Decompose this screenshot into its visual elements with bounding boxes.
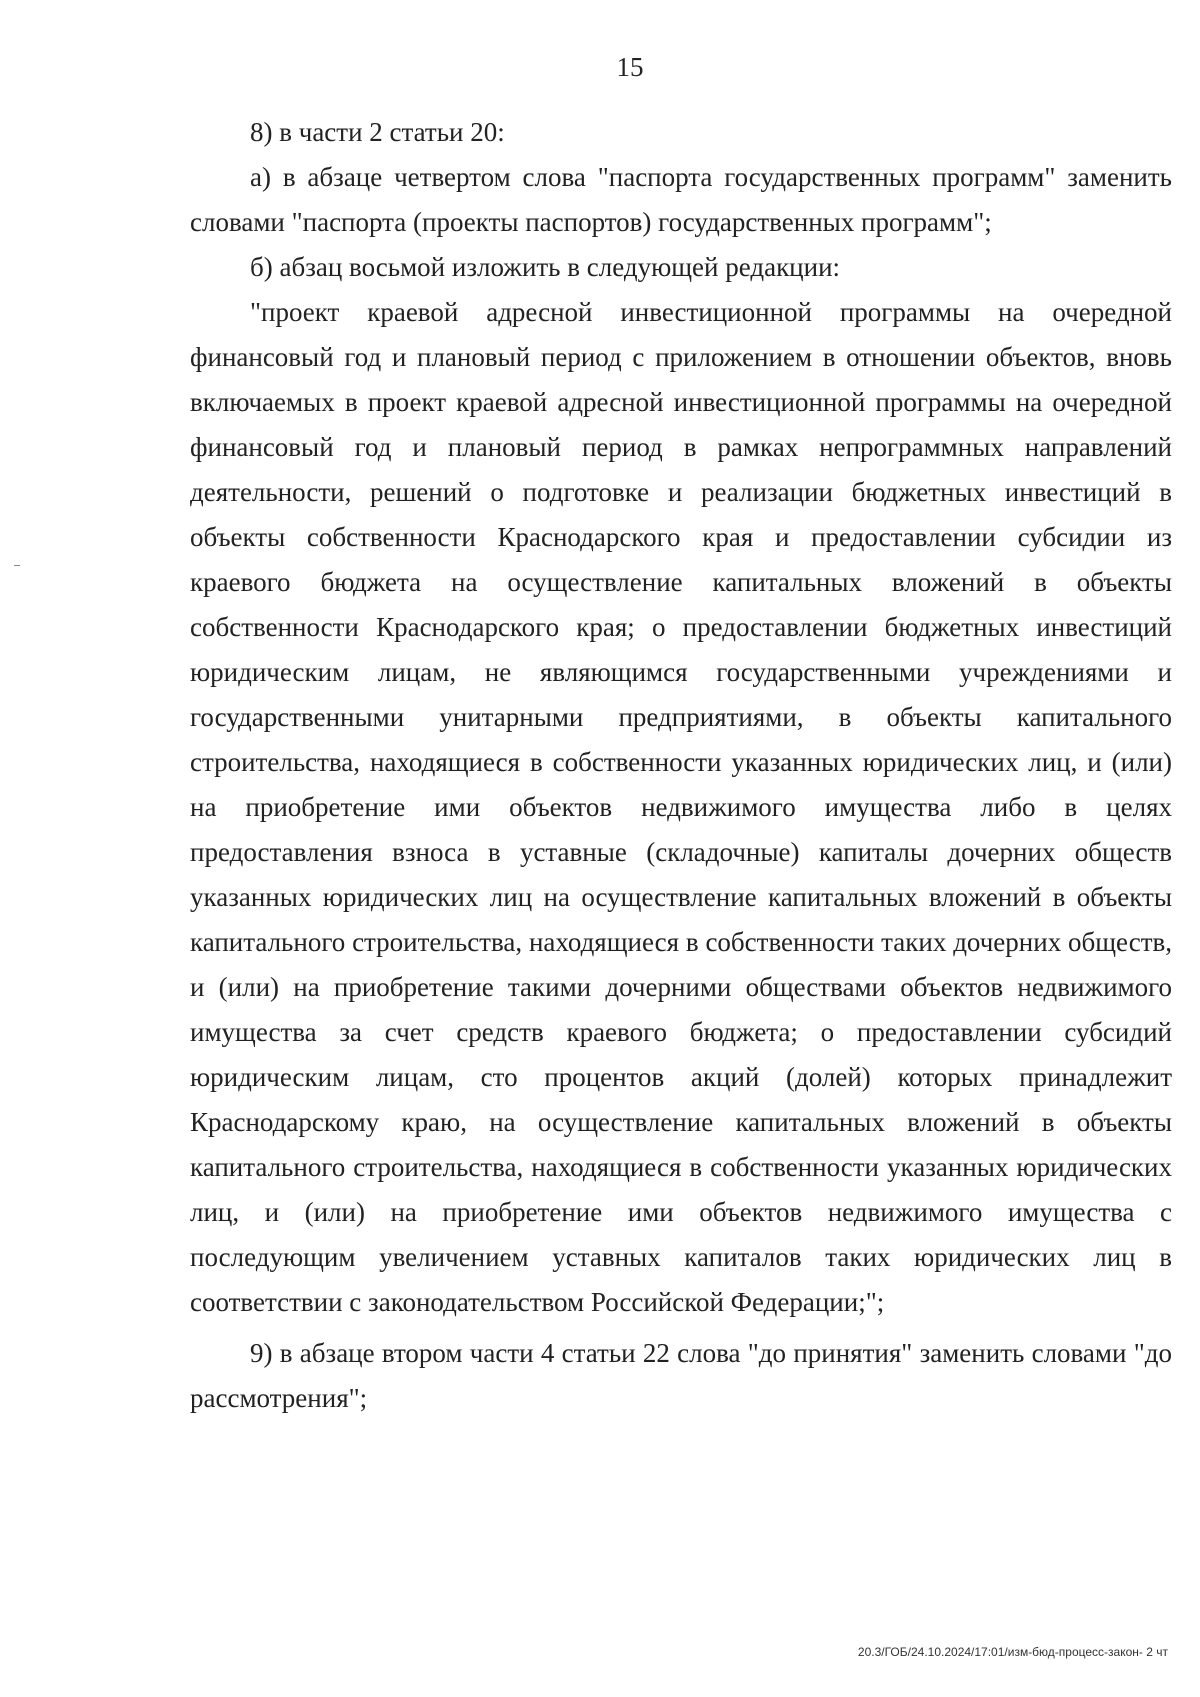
document-footer-code: 20.3/ГОБ/24.10.2024/17:01/изм-бюд-процесс-закон- 2 чт (857, 1645, 1168, 1659)
page-number: 15 (616, 52, 644, 82)
paragraph-item-8: 8) в части 2 статьи 20: (250, 117, 505, 147)
document-body (190, 110, 1172, 1421)
paragraph-subitem-a: а) в абзаце четвертом слова "паспорта государственных программ" заменить словами "паспорта (проекты паспортов) государственных программ"; (190, 162, 1172, 237)
margin-mark (14, 565, 20, 566)
paragraph-item-9: 9) в абзаце втором части 4 статьи 22 слова "до принятия" заменить словами "до рассмотрения"; (190, 1338, 1172, 1413)
paragraph-new-wording: "проект краевой адресной инвестиционной программы на очередной финансовый год и плановый период с приложением в отношении объектов, вновь включаемых в проект краевой адресной инвестиционной программы на очередной финансовый год и плановый период в рамках непрограммных направлений деятельности, решений о подготовке и реализации бюджетных инвестиций в объекты собственности Краснодарского края и предоставлении субсидии из краевого бюджета на осуществление капитальных вложений в объекты собственности Краснодарского края; о предоставлении бюджетных инвестиций юридическим лицам, не являющимся государственными учреждениями и государственными унитарными предприятиями, в объекты капитального строительства, находящиеся в собственности указанных юридических лиц, и (или) на приобретение ими объектов недвижимого имущества либо в целях предоставления взноса в уставные (складочные) капиталы дочерних обществ указанных юридических лиц на осуществление капитальных вложений в объекты капитального строительства, находящиеся в собственности таких дочерних обществ, и (или) на приобретение такими дочерними обществами объектов недвижимого имущества за счет средств краевого бюджета; о предоставлении субсидий юридическим лицам, сто процентов акций (долей) которых принадлежит Краснодарскому краю, на осуществление капитальных вложений в объекты капитального строительства, находящиеся в собственности указанных юридических лиц, и (или) на приобретение ими объектов недвижимого имущества с последующим увеличением уставных капиталов таких юридических лиц в соответствии с законодательством Российской Федерации;"; (190, 297, 1172, 1317)
paragraph-subitem-b: б) абзац восьмой изложить в следующей редакции: (250, 252, 841, 282)
